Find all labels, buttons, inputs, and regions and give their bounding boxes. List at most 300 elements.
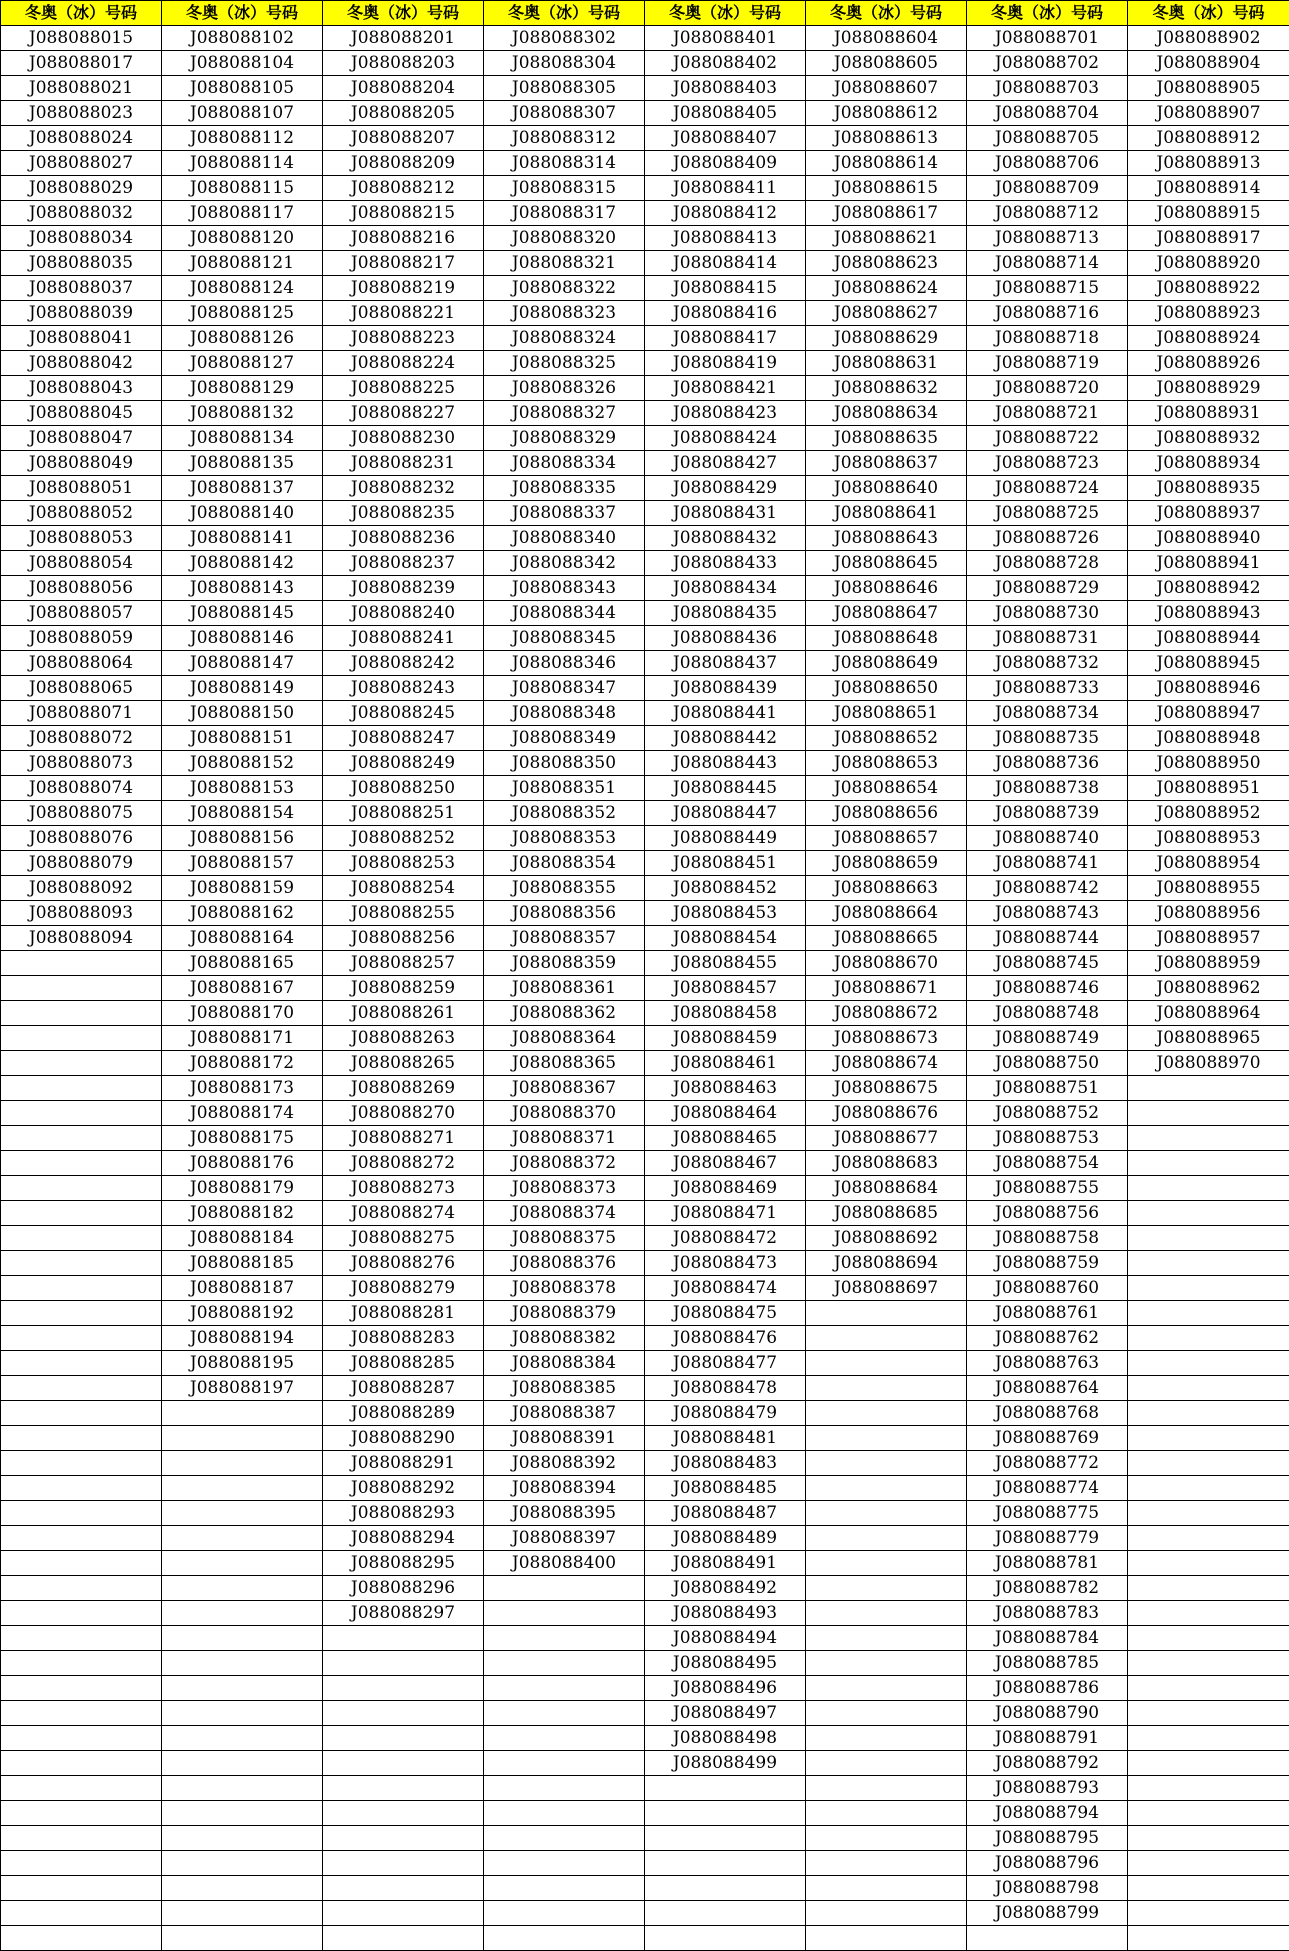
table-cell <box>806 1476 967 1501</box>
table-cell: J088088205 <box>323 101 484 126</box>
table-row <box>1 476 1289 501</box>
table-cell <box>806 1526 967 1551</box>
table-cell <box>484 1826 645 1851</box>
table-cell: J088088772 <box>967 1451 1128 1476</box>
table-cell: J088088201 <box>323 26 484 51</box>
table-cell <box>645 1826 806 1851</box>
table-row <box>1 251 1289 276</box>
table-cell: J088088104 <box>162 51 323 76</box>
table-cell: J088088449 <box>645 826 806 851</box>
table-cell: J088088676 <box>806 1101 967 1126</box>
table-cell <box>806 1351 967 1376</box>
table-cell: J088088941 <box>1128 551 1289 576</box>
table-cell: J088088762 <box>967 1326 1128 1351</box>
table-cell: J088088914 <box>1128 176 1289 201</box>
table-row <box>1 1251 1289 1276</box>
table-cell <box>1128 1301 1289 1326</box>
table-cell <box>162 1651 323 1676</box>
table-cell: J088088056 <box>1 576 162 601</box>
table-cell: J088088716 <box>967 301 1128 326</box>
table-cell: J088088752 <box>967 1101 1128 1126</box>
table-cell: J088088429 <box>645 476 806 501</box>
table-cell <box>1 1026 162 1051</box>
table-cell: J088088760 <box>967 1276 1128 1301</box>
table-cell: J088088447 <box>645 801 806 826</box>
table-cell: J088088015 <box>1 26 162 51</box>
table-cell: J088088935 <box>1128 476 1289 501</box>
table-cell: J088088734 <box>967 701 1128 726</box>
table-cell: J088088607 <box>806 76 967 101</box>
table-cell: J088088154 <box>162 801 323 826</box>
table-cell: J088088496 <box>645 1676 806 1701</box>
table-cell: J088088709 <box>967 176 1128 201</box>
table-cell <box>1 1376 162 1401</box>
table-cell: J088088121 <box>162 251 323 276</box>
table-cell <box>162 1876 323 1901</box>
table-cell: J088088251 <box>323 801 484 826</box>
table-cell: J088088715 <box>967 276 1128 301</box>
table-cell: J088088955 <box>1128 876 1289 901</box>
table-cell: J088088913 <box>1128 151 1289 176</box>
table-cell: J088088431 <box>645 501 806 526</box>
table-row <box>1 1776 1289 1801</box>
table-cell: J088088615 <box>806 176 967 201</box>
table-cell: J088088664 <box>806 901 967 926</box>
table-row <box>1 976 1289 1001</box>
table-cell: J088088436 <box>645 626 806 651</box>
table-cell: J088088643 <box>806 526 967 551</box>
table-cell: J088088255 <box>323 901 484 926</box>
table-cell: J088088172 <box>162 1051 323 1076</box>
table-cell: J088088412 <box>645 201 806 226</box>
table-cell <box>1 1901 162 1926</box>
table-cell: J088088274 <box>323 1201 484 1226</box>
table-cell <box>1128 1726 1289 1751</box>
table-cell: J088088670 <box>806 951 967 976</box>
table-cell <box>1 1401 162 1426</box>
table-cell: J088088492 <box>645 1576 806 1601</box>
table-row <box>1 1876 1289 1901</box>
table-cell: J088088337 <box>484 501 645 526</box>
table-cell <box>806 1601 967 1626</box>
table-cell: J088088037 <box>1 276 162 301</box>
table-cell: J088088416 <box>645 301 806 326</box>
table-cell: J088088224 <box>323 351 484 376</box>
table-cell <box>323 1701 484 1726</box>
table-cell: J088088924 <box>1128 326 1289 351</box>
table-cell: J088088631 <box>806 351 967 376</box>
table-cell: J088088743 <box>967 901 1128 926</box>
table-cell <box>484 1576 645 1601</box>
table-cell: J088088355 <box>484 876 645 901</box>
table-cell: J088088742 <box>967 876 1128 901</box>
table-cell: J088088254 <box>323 876 484 901</box>
table-cell: J088088021 <box>1 76 162 101</box>
table-cell: J088088247 <box>323 726 484 751</box>
table-row <box>1 1276 1289 1301</box>
table-cell: J088088143 <box>162 576 323 601</box>
table-cell: J088088465 <box>645 1126 806 1151</box>
table-cell <box>1128 1451 1289 1476</box>
table-cell: J088088197 <box>162 1376 323 1401</box>
table-cell: J088088221 <box>323 301 484 326</box>
table-row <box>1 1076 1289 1101</box>
table-cell: J088088409 <box>645 151 806 176</box>
table-cell: J088088230 <box>323 426 484 451</box>
table-cell: J088088712 <box>967 201 1128 226</box>
table-cell: J088088792 <box>967 1751 1128 1776</box>
table-cell: J088088472 <box>645 1226 806 1251</box>
table-cell: J088088227 <box>323 401 484 426</box>
table-cell: J088088632 <box>806 376 967 401</box>
table-cell <box>162 1501 323 1526</box>
table-cell <box>806 1701 967 1726</box>
table-cell <box>162 1601 323 1626</box>
table-cell: J088088782 <box>967 1576 1128 1601</box>
table-cell: J088088443 <box>645 751 806 776</box>
table-cell <box>162 1401 323 1426</box>
table-cell: J088088071 <box>1 701 162 726</box>
table-cell: J088088453 <box>645 901 806 926</box>
table-cell: J088088487 <box>645 1501 806 1526</box>
table-cell: J088088793 <box>967 1776 1128 1801</box>
table-cell: J088088489 <box>645 1526 806 1551</box>
table-cell: J088088646 <box>806 576 967 601</box>
table-cell: J088088745 <box>967 951 1128 976</box>
table-cell: J088088269 <box>323 1076 484 1101</box>
table-cell: J088088347 <box>484 676 645 701</box>
table-cell: J088088467 <box>645 1151 806 1176</box>
table-cell: J088088651 <box>806 701 967 726</box>
table-cell: J088088799 <box>967 1901 1128 1926</box>
table-cell: J088088165 <box>162 951 323 976</box>
table-cell: J088088135 <box>162 451 323 476</box>
table-cell: J088088427 <box>645 451 806 476</box>
table-cell: J088088335 <box>484 476 645 501</box>
table-cell <box>323 1926 484 1951</box>
table-row <box>1 76 1289 101</box>
table-cell: J088088340 <box>484 526 645 551</box>
table-cell: J088088728 <box>967 551 1128 576</box>
table-cell: J088088648 <box>806 626 967 651</box>
table-cell: J088088373 <box>484 1176 645 1201</box>
table-row <box>1 676 1289 701</box>
table-cell <box>484 1801 645 1826</box>
table-cell: J088088612 <box>806 101 967 126</box>
table-cell: J088088471 <box>645 1201 806 1226</box>
table-cell: J088088952 <box>1128 801 1289 826</box>
table-row <box>1 276 1289 301</box>
table-cell: J088088164 <box>162 926 323 951</box>
table-cell: J088088473 <box>645 1251 806 1276</box>
table-cell <box>1128 1676 1289 1701</box>
table-cell: J088088475 <box>645 1301 806 1326</box>
table-cell: J088088483 <box>645 1451 806 1476</box>
table-cell: J088088675 <box>806 1076 967 1101</box>
table-cell: J088088367 <box>484 1076 645 1101</box>
table-cell: J088088942 <box>1128 576 1289 601</box>
table-cell: J088088225 <box>323 376 484 401</box>
column-header: 冬奥（冰）号码 <box>162 1 323 26</box>
table-cell: J088088195 <box>162 1351 323 1376</box>
table-cell: J088088613 <box>806 126 967 151</box>
table-cell: J088088294 <box>323 1526 484 1551</box>
table-cell: J088088041 <box>1 326 162 351</box>
table-cell: J088088714 <box>967 251 1128 276</box>
table-cell: J088088656 <box>806 801 967 826</box>
table-cell: J088088463 <box>645 1076 806 1101</box>
table-row <box>1 301 1289 326</box>
table-cell: J088088045 <box>1 401 162 426</box>
table-cell <box>1 1826 162 1851</box>
table-cell <box>162 1901 323 1926</box>
table-cell <box>645 1776 806 1801</box>
table-cell <box>1 976 162 1001</box>
table-cell: J088088437 <box>645 651 806 676</box>
table-cell <box>162 1476 323 1501</box>
table-cell: J088088458 <box>645 1001 806 1026</box>
table-cell: J088088204 <box>323 76 484 101</box>
table-cell: J088088147 <box>162 651 323 676</box>
table-cell <box>1128 1251 1289 1276</box>
table-cell <box>1128 1476 1289 1501</box>
table-cell: J088088287 <box>323 1376 484 1401</box>
table-cell: J088088315 <box>484 176 645 201</box>
table-cell: J088088397 <box>484 1526 645 1551</box>
table-cell: J088088216 <box>323 226 484 251</box>
table-cell: J088088175 <box>162 1126 323 1151</box>
table-cell <box>323 1651 484 1676</box>
table-cell: J088088635 <box>806 426 967 451</box>
table-cell: J088088365 <box>484 1051 645 1076</box>
table-cell: J088088434 <box>645 576 806 601</box>
table-cell: J088088171 <box>162 1026 323 1051</box>
table-cell: J088088725 <box>967 501 1128 526</box>
table-cell: J088088170 <box>162 1001 323 1026</box>
table-row <box>1 1751 1289 1776</box>
table-cell <box>1 1551 162 1576</box>
table-cell: J088088232 <box>323 476 484 501</box>
table-cell: J088088348 <box>484 701 645 726</box>
table-cell: J088088905 <box>1128 76 1289 101</box>
table-cell <box>162 1526 323 1551</box>
table-cell: J088088457 <box>645 976 806 1001</box>
table-cell: J088088783 <box>967 1601 1128 1626</box>
table-cell: J088088907 <box>1128 101 1289 126</box>
table-cell: J088088433 <box>645 551 806 576</box>
table-cell: J088088723 <box>967 451 1128 476</box>
table-cell: J088088275 <box>323 1226 484 1251</box>
table-cell: J088088079 <box>1 851 162 876</box>
table-cell: J088088132 <box>162 401 323 426</box>
table-cell: J088088650 <box>806 676 967 701</box>
table-cell <box>484 1601 645 1626</box>
table-cell <box>806 1501 967 1526</box>
table-row <box>1 1201 1289 1226</box>
table-cell: J088088049 <box>1 451 162 476</box>
table-cell: J088088231 <box>323 451 484 476</box>
table-cell: J088088156 <box>162 826 323 851</box>
table-cell: J088088736 <box>967 751 1128 776</box>
table-cell: J088088948 <box>1128 726 1289 751</box>
table-cell: J088088701 <box>967 26 1128 51</box>
table-cell: J088088117 <box>162 201 323 226</box>
table-cell <box>323 1751 484 1776</box>
table-cell: J088088442 <box>645 726 806 751</box>
table-cell: J088088474 <box>645 1276 806 1301</box>
table-cell: J088088627 <box>806 301 967 326</box>
table-cell: J088088684 <box>806 1176 967 1201</box>
table-cell: J088088317 <box>484 201 645 226</box>
table-cell: J088088094 <box>1 926 162 951</box>
table-cell: J088088775 <box>967 1501 1128 1526</box>
table-row <box>1 1926 1289 1951</box>
table-cell <box>162 1926 323 1951</box>
table-cell: J088088451 <box>645 851 806 876</box>
table-cell: J088088159 <box>162 876 323 901</box>
table-cell: J088088184 <box>162 1226 323 1251</box>
table-cell <box>484 1751 645 1776</box>
table-cell: J088088150 <box>162 701 323 726</box>
table-cell: J088088962 <box>1128 976 1289 1001</box>
table-cell: J088088272 <box>323 1151 484 1176</box>
table-row <box>1 1726 1289 1751</box>
table-cell: J088088320 <box>484 226 645 251</box>
table-cell: J088088239 <box>323 576 484 601</box>
table-cell <box>1128 1501 1289 1526</box>
table-cell: J088088784 <box>967 1626 1128 1651</box>
table-cell: J088088292 <box>323 1476 484 1501</box>
table-row <box>1 1026 1289 1051</box>
table-cell: J088088759 <box>967 1251 1128 1276</box>
table-cell <box>1 1676 162 1701</box>
table-cell: J088088703 <box>967 76 1128 101</box>
table-row <box>1 1151 1289 1176</box>
table-cell <box>162 1626 323 1651</box>
table-cell: J088088605 <box>806 51 967 76</box>
table-cell <box>162 1726 323 1751</box>
table-cell: J088088965 <box>1128 1026 1289 1051</box>
header-row <box>1 1 1289 26</box>
table-cell: J088088665 <box>806 926 967 951</box>
table-cell: J088088029 <box>1 176 162 201</box>
table-cell: J088088791 <box>967 1726 1128 1751</box>
table-cell <box>162 1776 323 1801</box>
table-cell: J088088718 <box>967 326 1128 351</box>
table-cell <box>1 1626 162 1651</box>
table-row <box>1 426 1289 451</box>
table-cell: J088088786 <box>967 1676 1128 1701</box>
table-cell: J088088185 <box>162 1251 323 1276</box>
table-cell <box>806 1376 967 1401</box>
table-cell: J088088493 <box>645 1601 806 1626</box>
table-cell: J088088146 <box>162 626 323 651</box>
table-row <box>1 26 1289 51</box>
table-cell: J088088217 <box>323 251 484 276</box>
table-cell <box>1 1101 162 1126</box>
table-cell: J088088641 <box>806 501 967 526</box>
table-cell <box>1128 1776 1289 1801</box>
table-cell: J088088739 <box>967 801 1128 826</box>
table-cell <box>806 1901 967 1926</box>
table-cell: J088088057 <box>1 601 162 626</box>
table-cell <box>162 1576 323 1601</box>
table-cell <box>806 1751 967 1776</box>
table-cell <box>1128 1151 1289 1176</box>
table-cell: J088088753 <box>967 1126 1128 1151</box>
table-cell: J088088357 <box>484 926 645 951</box>
table-cell <box>806 1876 967 1901</box>
table-cell: J088088774 <box>967 1476 1128 1501</box>
table-row <box>1 101 1289 126</box>
table-cell: J088088356 <box>484 901 645 926</box>
table-cell <box>806 1451 967 1476</box>
table-cell: J088088290 <box>323 1426 484 1451</box>
table-cell: J088088304 <box>484 51 645 76</box>
table-cell: J088088485 <box>645 1476 806 1501</box>
table-cell <box>1 1076 162 1101</box>
table-cell: J088088724 <box>967 476 1128 501</box>
table-cell: J088088732 <box>967 651 1128 676</box>
table-row <box>1 376 1289 401</box>
table-cell: J088088145 <box>162 601 323 626</box>
table-cell: J088088694 <box>806 1251 967 1276</box>
table-cell: J088088957 <box>1128 926 1289 951</box>
table-cell: J088088051 <box>1 476 162 501</box>
table-cell <box>162 1676 323 1701</box>
table-row <box>1 1226 1289 1251</box>
table-cell <box>645 1801 806 1826</box>
table-cell <box>806 1801 967 1826</box>
table-cell: J088088249 <box>323 751 484 776</box>
table-row <box>1 201 1289 226</box>
table-cell: J088088652 <box>806 726 967 751</box>
table-cell <box>323 1851 484 1876</box>
table-cell <box>1 1276 162 1301</box>
table-cell: J088088343 <box>484 576 645 601</box>
table-cell: J088088252 <box>323 826 484 851</box>
table-row <box>1 1551 1289 1576</box>
table-cell: J088088726 <box>967 526 1128 551</box>
table-cell: J088088209 <box>323 151 484 176</box>
table-cell: J088088283 <box>323 1326 484 1351</box>
table-cell: J088088604 <box>806 26 967 51</box>
table-cell: J088088179 <box>162 1176 323 1201</box>
table-row <box>1 1801 1289 1826</box>
table-cell <box>162 1751 323 1776</box>
table-cell: J088088677 <box>806 1126 967 1151</box>
table-row <box>1 951 1289 976</box>
table-row <box>1 501 1289 526</box>
table-cell: J088088257 <box>323 951 484 976</box>
table-cell: J088088692 <box>806 1226 967 1251</box>
table-cell: J088088203 <box>323 51 484 76</box>
table-cell: J088088477 <box>645 1351 806 1376</box>
table-cell: J088088321 <box>484 251 645 276</box>
table-cell <box>1128 1426 1289 1451</box>
table-cell: J088088479 <box>645 1401 806 1426</box>
table-row <box>1 601 1289 626</box>
table-cell: J088088923 <box>1128 301 1289 326</box>
table-cell: J088088634 <box>806 401 967 426</box>
table-row <box>1 1526 1289 1551</box>
table-cell <box>1128 1876 1289 1901</box>
table-cell <box>484 1676 645 1701</box>
table-cell: J088088265 <box>323 1051 484 1076</box>
table-cell: J088088327 <box>484 401 645 426</box>
table-cell: J088088329 <box>484 426 645 451</box>
table-cell: J088088798 <box>967 1876 1128 1901</box>
